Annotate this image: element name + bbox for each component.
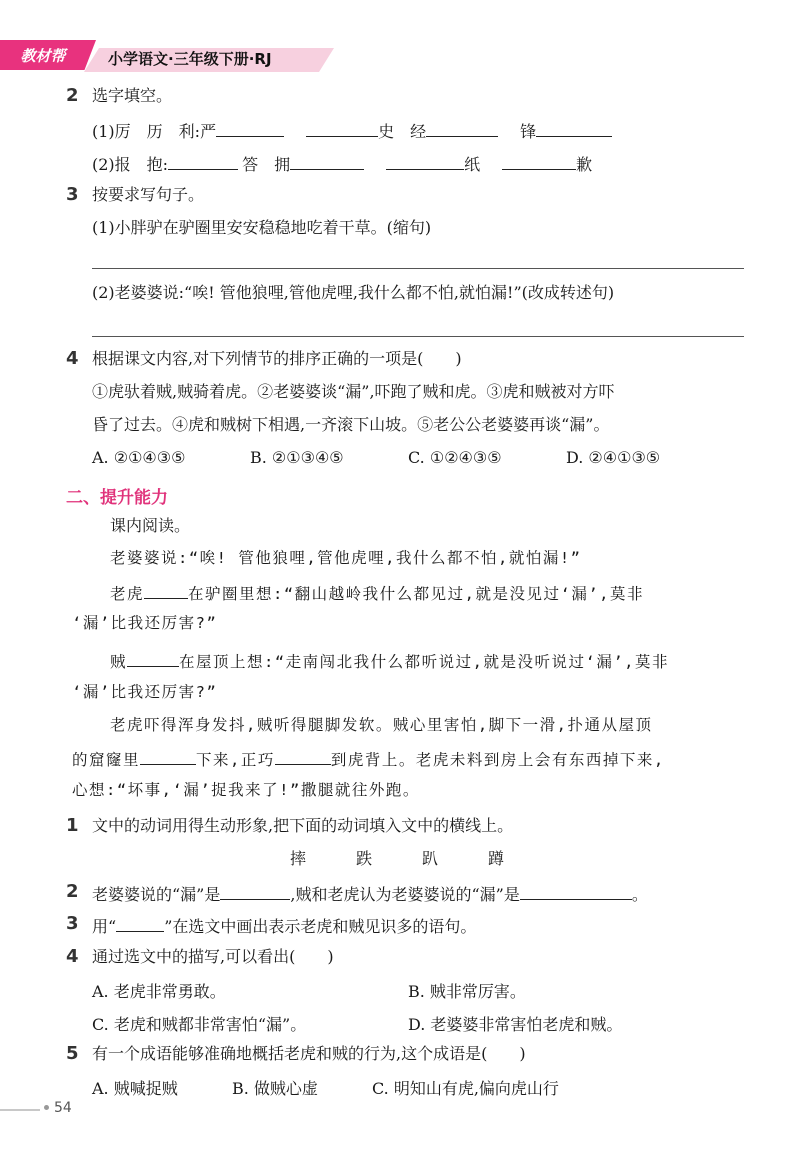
fill-row-2 <box>92 151 592 176</box>
fill-row-1 <box>92 118 612 143</box>
passage-text: 的窟窿里 <box>72 751 141 769</box>
word: 纸 <box>464 155 481 174</box>
word: 答 拥 <box>242 155 291 174</box>
option-a[interactable]: A. ②①④③⑤ <box>92 448 186 467</box>
option-d[interactable]: D. ②④①③⑤ <box>566 448 661 467</box>
question-stem <box>92 913 476 938</box>
passage-paragraph-1: 老婆婆说:“唉! 管他狼哩,管他虎哩,我什么都不怕,就怕漏!” <box>110 549 582 567</box>
passage-text: 到虎背上。老虎未料到房上会有东西掉下来, <box>330 751 665 769</box>
question-stem: 选字填空。 <box>92 86 173 105</box>
plot-list-line-2: 昏了过去。④虎和贼树下相遇,一齐滚下山坡。⑤老公公老婆婆再谈“漏”。 <box>92 415 610 434</box>
row-label: (2)报 抱: <box>92 155 169 174</box>
question-stem: 文中的动词用得生动形象,把下面的动词填入文中的横线上。 <box>92 816 514 835</box>
answer-blank[interactable] <box>144 580 188 599</box>
answer-blank[interactable] <box>127 648 179 667</box>
question-stem: 根据课文内容,对下列情节的排序正确的一项是( ) <box>92 349 462 368</box>
question-number: 2 <box>66 85 79 106</box>
passage-paragraph-4-line-3: 心想:“坏事,‘漏’捉我来了!”撒腿就往外跑。 <box>72 781 420 799</box>
option-c[interactable]: C. 明知山有虎,偏向虎山行 <box>372 1079 559 1098</box>
stem-text: ,贼和老虎认为老婆婆说的“漏”是 <box>290 885 520 904</box>
answer-blank[interactable] <box>306 118 378 137</box>
stem-text: 老婆婆说的“漏”是 <box>92 885 221 904</box>
reading-intro: 课内阅读。 <box>110 516 191 535</box>
question-number: 5 <box>66 1043 79 1064</box>
plot-list-line-1: ①虎驮着贼,贼骑着虎。②老婆婆谈“漏”,吓跑了贼和虎。③虎和贼被对方吓 <box>92 382 615 401</box>
footer-dot <box>44 1105 49 1110</box>
question-stem: 按要求写句子。 <box>92 185 205 204</box>
answer-line[interactable] <box>92 336 744 337</box>
header-title: 小学语文·三年级下册·RJ <box>108 50 272 68</box>
option-d[interactable]: D. 老婆婆非常害怕老虎和贼。 <box>408 1015 623 1034</box>
answer-line[interactable] <box>92 268 744 269</box>
verb-3: 趴 <box>422 849 439 868</box>
question-number: 4 <box>66 348 79 369</box>
stem-text: 。 <box>631 885 648 904</box>
answer-blank[interactable] <box>275 746 331 765</box>
passage-text: 贼 <box>110 653 128 671</box>
page-number: 54 <box>54 1100 72 1116</box>
sentence-2: (2)老婆婆说:“唉! 管他狼哩,管他虎哩,我什么都不怕,就怕漏!”(改成转述句) <box>92 283 615 302</box>
row-label: (1)厉 历 利: <box>92 122 201 141</box>
verb-1: 摔 <box>290 849 307 868</box>
word: 严 <box>200 122 217 141</box>
verb-2: 跌 <box>356 849 373 868</box>
question-number: 4 <box>66 946 79 967</box>
question-stem <box>92 881 648 906</box>
option-c[interactable]: C. ①②④③⑤ <box>408 448 502 467</box>
word: 锋 <box>520 122 537 141</box>
option-a[interactable]: A. 老虎非常勇敢。 <box>92 982 226 1001</box>
answer-blank[interactable] <box>216 118 284 137</box>
answer-blank[interactable] <box>290 151 364 170</box>
passage-paragraph-3-cont: ‘漏’比我还厉害?” <box>72 683 218 701</box>
question-number: 3 <box>66 184 79 205</box>
answer-blank[interactable] <box>386 151 464 170</box>
question-stem: 通过选文中的描写,可以看出( ) <box>92 947 334 966</box>
answer-blank[interactable] <box>536 118 612 137</box>
stem-text: ”在选文中画出表示老虎和贼见识多的语句。 <box>164 917 477 936</box>
answer-blank[interactable] <box>168 151 238 170</box>
option-b[interactable]: B. 做贼心虚 <box>232 1079 318 1098</box>
option-a[interactable]: A. 贼喊捉贼 <box>92 1079 178 1098</box>
question-number: 3 <box>66 913 79 934</box>
option-b[interactable]: B. ②①③④⑤ <box>250 448 344 467</box>
answer-blank[interactable] <box>140 746 196 765</box>
word: 史 经 <box>378 122 427 141</box>
question-number: 1 <box>66 815 79 836</box>
sentence-1: (1)小胖驴在驴圈里安安稳稳地吃着干草。(缩句) <box>92 218 432 237</box>
passage-paragraph-4: 老虎吓得浑身发抖,贼听得腿脚发软。贼心里害怕,脚下一滑,扑通从屋顶 <box>110 716 653 734</box>
footer-rule <box>0 1109 40 1111</box>
header-tag: 教材帮 <box>20 46 66 65</box>
passage-paragraph-2 <box>110 580 644 605</box>
question-stem: 有一个成语能够准确地概括老虎和贼的行为,这个成语是( ) <box>92 1044 526 1063</box>
word: 歉 <box>576 155 593 174</box>
passage-text: 老虎 <box>110 585 145 603</box>
passage-paragraph-4-line-2 <box>72 746 665 771</box>
question-number: 2 <box>66 881 79 902</box>
passage-paragraph-2-cont: ‘漏’比我还厉害?” <box>72 614 218 632</box>
answer-blank[interactable] <box>502 151 576 170</box>
passage-text: 在屋顶上想:“走南闯北我什么都听说过,就是没听说过‘漏’,莫非 <box>179 653 670 671</box>
option-c[interactable]: C. 老虎和贼都非常害怕“漏”。 <box>92 1015 307 1034</box>
passage-text: 下来,正巧 <box>196 751 275 769</box>
underline-sample <box>116 913 164 932</box>
option-b[interactable]: B. 贼非常厉害。 <box>408 982 526 1001</box>
answer-blank[interactable] <box>220 881 290 900</box>
passage-text: 在驴圈里想:“翻山越岭我什么都见过,就是没见过‘漏’,莫非 <box>188 585 645 603</box>
section-heading: 二、提升能力 <box>66 488 168 508</box>
answer-blank[interactable] <box>426 118 498 137</box>
stem-text: 用“ <box>92 917 117 936</box>
answer-blank[interactable] <box>520 881 632 900</box>
verb-4: 蹲 <box>488 849 505 868</box>
passage-paragraph-3 <box>110 648 669 673</box>
